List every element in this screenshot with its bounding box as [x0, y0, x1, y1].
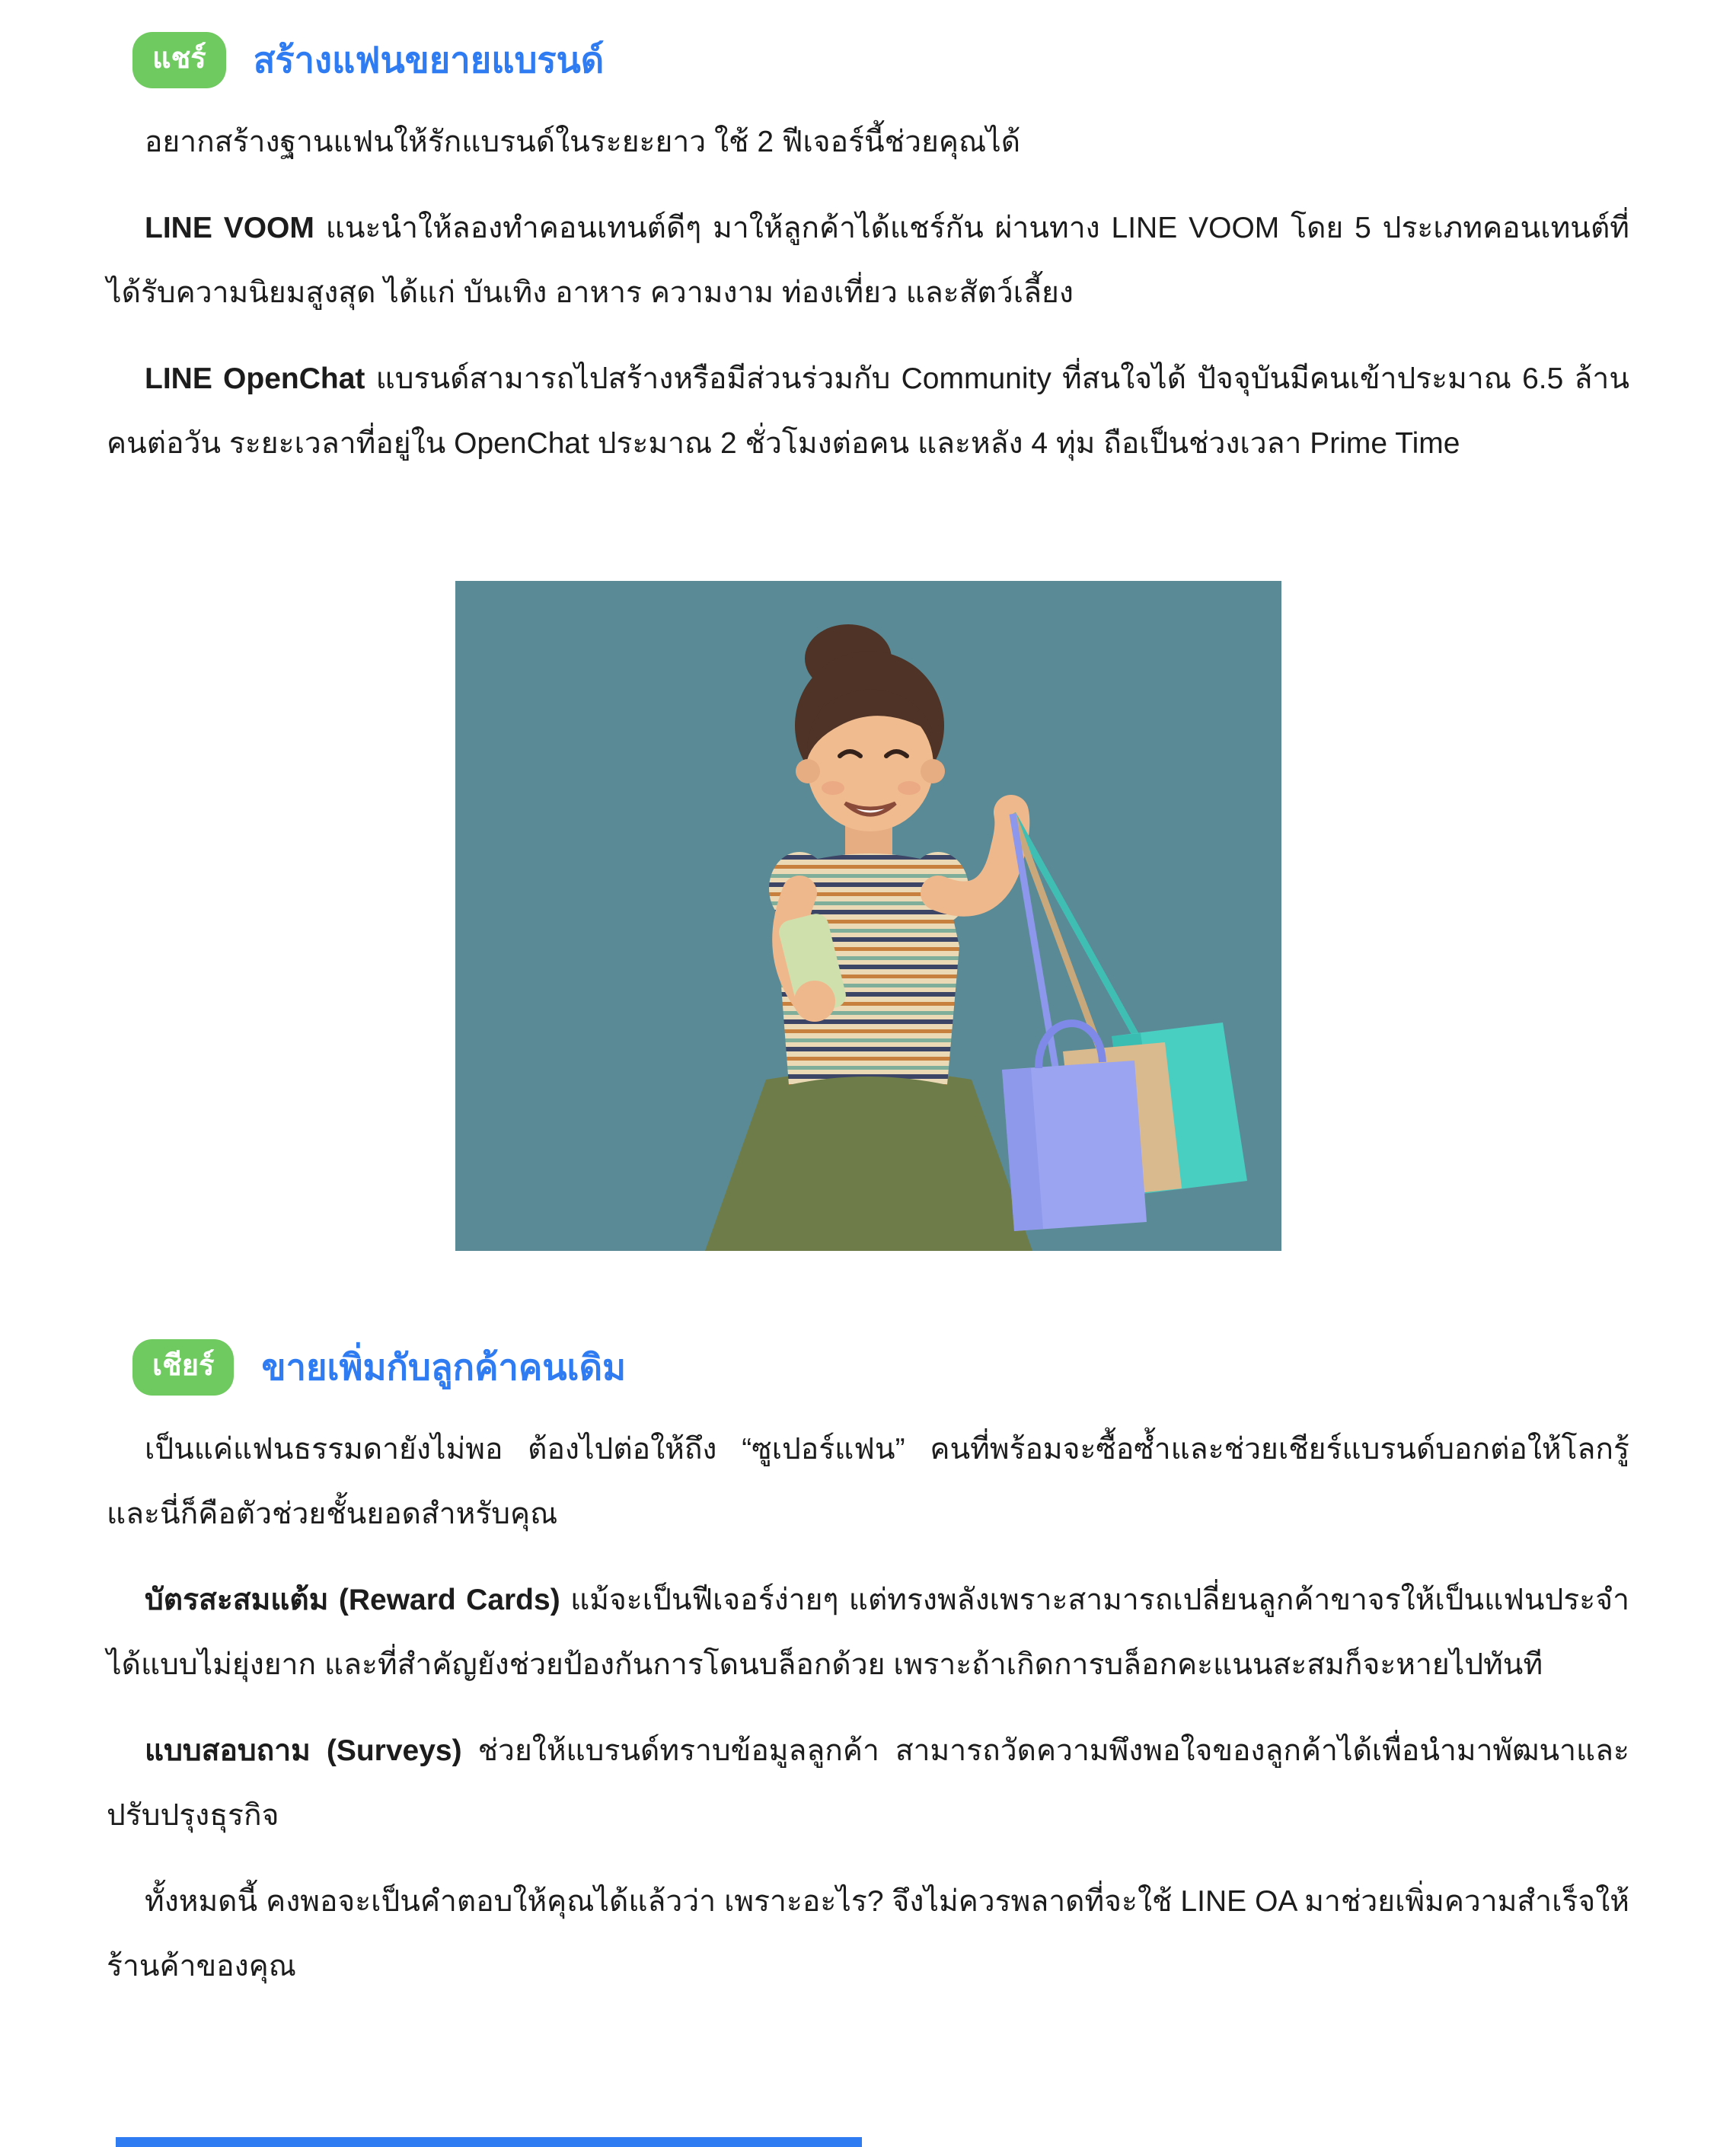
surveys-label: แบบสอบถาม (Surveys) [145, 1734, 462, 1768]
section-cheer-header [107, 1339, 1629, 1396]
section-cheer [107, 1339, 1629, 1999]
line-openchat-paragraph [107, 346, 1629, 476]
surveys-paragraph [107, 1718, 1629, 1848]
line-openchat-label: LINE OpenChat [145, 362, 365, 396]
line-voom-text: แนะนำให้ลองทำคอนเทนต์ดีๆ มาให้ลูกค้าได้แชร์กัน ผ่านทาง LINE VOOM โดย 5 ประเภทคอนเทนต์ที่ได้รับความนิยมสูงสุด ได้แก่ บันเทิง อาหาร ความงาม ท่องเที่ยว และสัตว์เลี้ยง [107, 212, 1629, 310]
cheer-intro-paragraph: เป็นแค่แฟนธรรมดายังไม่พอ ต้องไปต่อให้ถึง “ซูเปอร์แฟน” คนที่พร้อมจะซื้อซ้ำและช่วยเชียร์แบรนด์บอกต่อให้โลกรู้ และนี่ก็คือตัวช่วยชั้นยอดสำหรับคุณ [107, 1433, 1629, 1531]
surveys-text: ช่วยให้แบรนด์ทราบข้อมูลลูกค้า สามารถวัดความพึงพอใจของลูกค้าได้เพื่อนำมาพัฒนาและปรับปรุงธุรกิจ [107, 1734, 1630, 1833]
share-badge: แชร์ [132, 32, 226, 88]
line-openchat-text: แบรนด์สามารถไปสร้างหรือมีส่วนร่วมกับ Community ที่สนใจได้ ปัจจุบันมีคนเข้าประมาณ 6.5 ล้านคนต่อวัน ระยะเวลาที่อยู่ใน OpenChat ประมาณ 2 ชั่วโมงต่อคน และหลัง 4 ทุ่ม ถือเป็นช่วงเวลา Prime Time [107, 362, 1629, 461]
section-share-header [107, 32, 1629, 88]
reward-cards-paragraph [107, 1568, 1629, 1697]
reward-cards-label: บัตรสะสมแต้ม (Reward Cards) [145, 1584, 560, 1617]
section-cheer-title: ขายเพิ่มกับลูกค้าคนเดิม [261, 1347, 627, 1388]
closing-paragraph: ทั้งหมดนี้ คงพอจะเป็นคำตอบให้คุณได้แล้วว่า เพราะอะไร? จึงไม่ควรพลาดที่จะใช้ LINE OA มาช่วยเพิ่มความสำเร็จให้ร้านค้าของคุณ [107, 1885, 1629, 1983]
reward-cards-text: แม้จะเป็นฟีเจอร์ง่ายๆ แต่ทรงพลังเพราะสามารถเปลี่ยนลูกค้าขาจรให้เป็นแฟนประจำได้แบบไม่ยุ่งยาก และที่สำคัญยังช่วยป้องกันการโดนบล็อกด้วย เพราะถ้าเกิดการบล็อกคะแนนสะสมก็จะหายไปทันที [107, 1584, 1629, 1682]
line-voom-label: LINE VOOM [145, 212, 314, 245]
line-voom-paragraph [107, 196, 1629, 325]
footer-blue-bar [116, 2137, 862, 2147]
cheer-badge: เชียร์ [132, 1339, 234, 1396]
share-intro-paragraph: อยากสร้างฐานแฟนให้รักแบรนด์ในระยะยาว ใช้ 2 ฟีเจอร์นี้ช่วยคุณได้ [145, 126, 1021, 158]
woman-shopping-photo [455, 581, 1281, 1251]
woman-shopping-illustration [455, 581, 1281, 1251]
section-share-title: สร้างแฟนขยายแบรนด์ [253, 39, 605, 80]
section-share [107, 32, 1629, 476]
